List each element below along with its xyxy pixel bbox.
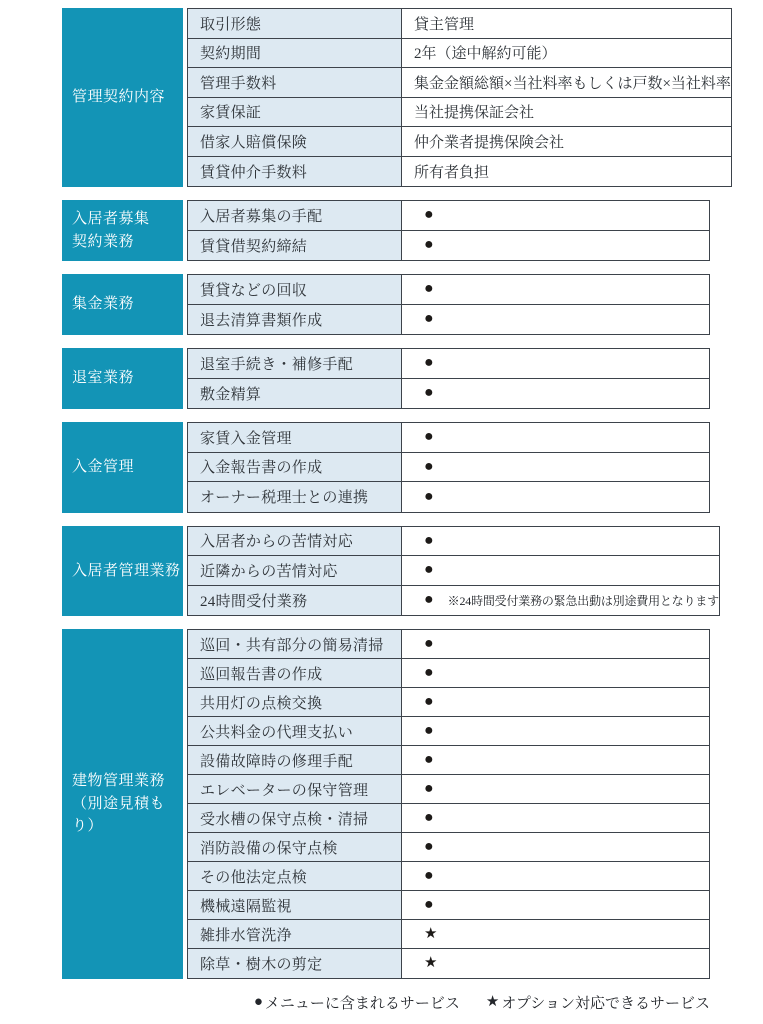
table-row — [188, 482, 709, 512]
table-row — [188, 201, 709, 231]
table-row — [188, 833, 709, 862]
included-dot-icon: ● — [424, 310, 434, 328]
included-dot-icon: ● — [424, 354, 434, 372]
row-label: 24時間受付業務 — [188, 586, 402, 616]
value-text: 仲介業者提携保険会社 — [414, 134, 565, 151]
row-value — [402, 775, 709, 803]
row-value — [402, 201, 709, 230]
row-label: 入居者募集の手配 — [188, 201, 402, 230]
row-label: 借家人賠償保険 — [188, 127, 402, 156]
row-label: 公共料金の代理支払い — [188, 717, 402, 745]
table-row — [188, 659, 709, 688]
option-star-icon: ★ — [424, 955, 438, 971]
row-value — [402, 379, 709, 409]
included-dot-icon: ● — [424, 809, 434, 826]
row-label: 退室手続き・補修手配 — [188, 349, 402, 378]
row-label: 巡回・共有部分の簡易清掃 — [188, 630, 402, 658]
table-row — [188, 9, 731, 39]
section-building-management — [62, 629, 710, 979]
row-value — [402, 127, 731, 156]
table-row — [188, 157, 731, 187]
row-value — [402, 275, 709, 304]
row-value — [402, 630, 709, 658]
row-label: 機械遠隔監視 — [188, 891, 402, 919]
row-label: 敷金精算 — [188, 379, 402, 409]
section-tenant-management — [62, 526, 719, 617]
table-row — [188, 349, 709, 379]
row-label: その他法定点検 — [188, 862, 402, 890]
section-header-label: 契約業務 — [72, 233, 135, 250]
row-value — [402, 556, 719, 585]
row-label: 賃貸借契約締結 — [188, 231, 402, 261]
section-header-label: 入居者募集 — [72, 211, 150, 227]
included-dot-icon: ● — [424, 693, 434, 710]
table-row — [188, 862, 709, 891]
section-header-label: 退室業務 — [72, 370, 135, 387]
row-value — [402, 305, 709, 335]
row-label: 受水槽の保守点検・清掃 — [188, 804, 402, 832]
row-label: 巡回報告書の作成 — [188, 659, 402, 687]
included-dot-icon: ● — [424, 780, 434, 797]
section-table — [187, 422, 710, 513]
table-row — [188, 39, 731, 69]
row-label: 管理手数料 — [188, 68, 402, 97]
row-value — [402, 68, 731, 97]
section-table — [187, 348, 710, 409]
included-dot-icon: ● — [424, 206, 434, 224]
legend-option-label: オプション対応できるサービス — [501, 996, 710, 1012]
row-value — [402, 659, 709, 687]
section-header-label: 入居者管理業務 — [72, 562, 181, 579]
section-header — [62, 422, 183, 513]
table-row — [188, 527, 719, 557]
service-table-page — [62, 8, 731, 1013]
option-star-icon: ★ — [424, 925, 438, 942]
row-label: 契約期間 — [188, 39, 402, 68]
included-dot-icon: ● — [424, 838, 434, 855]
row-value — [402, 39, 731, 68]
row-note: ※24時間受付業務の緊急出動は別途費用となります — [447, 593, 719, 608]
row-label: 除草・樹木の剪定 — [188, 949, 402, 978]
section-header-label: 管理契約内容 — [72, 89, 166, 106]
table-row — [188, 127, 731, 157]
row-label: 家賃入金管理 — [188, 423, 402, 452]
legend-included-label: メニューに含まれるサービス — [264, 996, 460, 1012]
section-table — [187, 629, 710, 979]
row-label: エレベーターの保守管理 — [188, 775, 402, 803]
table-row — [188, 920, 709, 949]
table-row — [188, 949, 709, 978]
section-tenant-recruitment — [62, 200, 710, 261]
section-header-label: 集金業務 — [72, 296, 135, 313]
option-star-icon: ★ — [485, 994, 500, 1010]
row-value — [402, 157, 731, 187]
included-dot-icon: ● — [424, 487, 434, 505]
section-header — [62, 274, 183, 335]
value-text: 集金金額総額×当社料率もしくは戸数×当社料率 — [414, 75, 731, 92]
section-header — [62, 526, 183, 617]
row-label: 賃貸仲介手数料 — [188, 157, 402, 187]
row-label: 入居者からの苦情対応 — [188, 527, 402, 556]
row-value — [402, 453, 709, 482]
included-dot-icon: ● — [424, 457, 434, 475]
legend-included — [254, 992, 460, 1013]
row-label: 取引形態 — [188, 9, 402, 38]
table-row — [188, 775, 709, 804]
table-row — [188, 68, 731, 98]
included-dot-icon: ● — [424, 531, 434, 549]
row-value — [402, 231, 709, 261]
table-row — [188, 275, 709, 305]
included-dot-icon: ● — [424, 280, 434, 298]
section-header-label: 建物管理業務 — [72, 773, 166, 790]
row-label: 家賃保証 — [188, 98, 402, 127]
section-table — [187, 526, 720, 617]
row-value — [402, 688, 709, 716]
row-value — [402, 717, 709, 745]
table-row — [188, 804, 709, 833]
section-header-label: （別途見積もり） — [72, 795, 166, 835]
section-header — [62, 200, 183, 261]
row-value — [402, 423, 709, 452]
section-management-contract — [62, 8, 731, 187]
table-row — [188, 556, 719, 586]
row-value — [402, 9, 731, 38]
row-label: 設備故障時の修理手配 — [188, 746, 402, 774]
value-text: 2年（途中解約可能） — [414, 46, 557, 63]
table-row — [188, 688, 709, 717]
row-label: 消防設備の保守点検 — [188, 833, 402, 861]
section-header — [62, 348, 183, 409]
legend-option — [486, 992, 710, 1013]
table-row — [188, 305, 709, 335]
included-dot-icon: ● — [424, 384, 434, 402]
table-row — [188, 630, 709, 659]
included-dot-icon: ● — [424, 236, 434, 254]
table-row — [188, 423, 709, 453]
included-dot-icon: ● — [424, 664, 434, 681]
row-label: 雑排水管洗浄 — [188, 920, 402, 948]
table-row — [188, 453, 709, 483]
row-label: 近隣からの苦情対応 — [188, 556, 402, 585]
row-label: 入金報告書の作成 — [188, 453, 402, 482]
row-value — [402, 527, 719, 556]
section-table — [187, 274, 710, 335]
row-value — [402, 862, 709, 890]
row-label: 共用灯の点検交換 — [188, 688, 402, 716]
included-dot-icon: ● — [424, 896, 434, 913]
legend — [62, 992, 710, 1013]
included-dot-icon: ● — [424, 722, 434, 739]
row-label: 退去清算書類作成 — [188, 305, 402, 335]
row-value — [402, 949, 709, 978]
included-dot-icon: ● — [424, 751, 434, 768]
table-row — [188, 586, 719, 616]
table-row — [188, 891, 709, 920]
row-value — [402, 804, 709, 832]
row-label: 賃貸などの回収 — [188, 275, 402, 304]
row-value — [402, 891, 709, 919]
section-collection — [62, 274, 710, 335]
row-label: オーナー税理士との連携 — [188, 482, 402, 512]
section-payment-management — [62, 422, 710, 513]
row-value — [402, 586, 719, 616]
included-dot-icon: ● — [424, 561, 434, 579]
row-value — [402, 98, 731, 127]
row-value — [402, 349, 709, 378]
row-value — [402, 746, 709, 774]
included-dot-icon: ● — [253, 994, 263, 1010]
row-value — [402, 482, 709, 512]
section-header — [62, 8, 183, 187]
included-dot-icon: ● — [424, 591, 434, 609]
row-value — [402, 833, 709, 861]
included-dot-icon: ● — [424, 867, 434, 884]
section-table — [187, 8, 732, 187]
value-text: 当社提携保証会社 — [414, 105, 535, 122]
included-dot-icon: ● — [424, 428, 434, 446]
row-value — [402, 920, 709, 948]
section-table — [187, 200, 710, 261]
section-header — [62, 629, 183, 979]
table-row — [188, 98, 731, 128]
included-dot-icon: ● — [424, 635, 434, 652]
table-row — [188, 746, 709, 775]
table-row — [188, 379, 709, 409]
section-moveout — [62, 348, 710, 409]
table-row — [188, 231, 709, 261]
value-text: 所有者負担 — [414, 164, 490, 181]
value-text: 貸主管理 — [414, 16, 475, 33]
table-row — [188, 717, 709, 746]
section-header-label: 入金管理 — [72, 459, 135, 475]
